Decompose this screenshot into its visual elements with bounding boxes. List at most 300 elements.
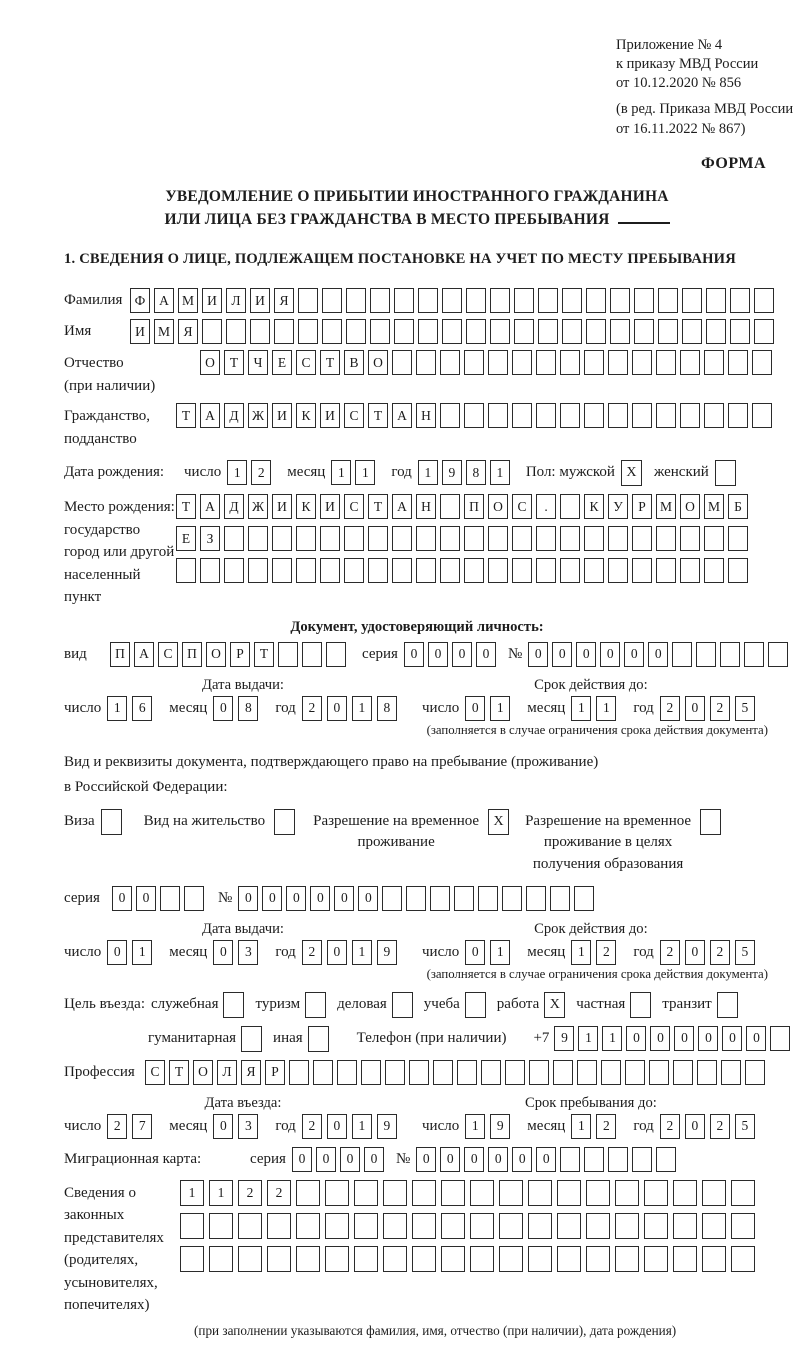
char-cell[interactable] bbox=[656, 1147, 676, 1172]
char-cell[interactable] bbox=[744, 642, 764, 667]
char-cell[interactable]: Т bbox=[368, 403, 388, 428]
char-cell[interactable] bbox=[354, 1246, 378, 1272]
char-cell[interactable] bbox=[470, 1246, 494, 1272]
char-cell[interactable] bbox=[680, 403, 700, 428]
char-cell[interactable]: 0 bbox=[327, 1114, 347, 1139]
char-cell[interactable] bbox=[512, 526, 532, 551]
char-cell[interactable]: 0 bbox=[327, 696, 347, 721]
char-cell[interactable] bbox=[176, 558, 196, 583]
char-cell[interactable]: 0 bbox=[428, 642, 448, 667]
char-cell[interactable] bbox=[656, 403, 676, 428]
char-cell[interactable] bbox=[632, 350, 652, 375]
char-cell[interactable]: Р bbox=[265, 1060, 285, 1085]
char-cell[interactable] bbox=[682, 288, 702, 313]
char-cell[interactable]: П bbox=[464, 494, 484, 519]
char-cell[interactable] bbox=[536, 558, 556, 583]
char-cell[interactable]: М bbox=[656, 494, 676, 519]
char-cell[interactable] bbox=[464, 403, 484, 428]
char-cell[interactable] bbox=[490, 288, 510, 313]
char-cell[interactable]: О bbox=[206, 642, 226, 667]
char-cell[interactable] bbox=[470, 1180, 494, 1206]
char-cell[interactable]: Р bbox=[230, 642, 250, 667]
char-cell[interactable] bbox=[296, 1246, 320, 1272]
char-cell[interactable] bbox=[272, 558, 292, 583]
char-cell[interactable]: 0 bbox=[262, 886, 282, 911]
char-cell[interactable] bbox=[644, 1246, 668, 1272]
char-cell[interactable] bbox=[608, 403, 628, 428]
char-cell[interactable]: Ф bbox=[130, 288, 150, 313]
char-cell[interactable] bbox=[502, 886, 522, 911]
char-cell[interactable] bbox=[574, 886, 594, 911]
char-cell[interactable] bbox=[536, 350, 556, 375]
char-cell[interactable] bbox=[610, 288, 630, 313]
char-cell[interactable]: 1 bbox=[465, 1114, 485, 1139]
char-cell[interactable] bbox=[238, 1213, 262, 1239]
char-cell[interactable] bbox=[560, 1147, 580, 1172]
char-cell[interactable]: И bbox=[320, 403, 340, 428]
char-cell[interactable]: 2 bbox=[660, 696, 680, 721]
char-cell[interactable]: Т bbox=[224, 350, 244, 375]
char-cell[interactable] bbox=[608, 1147, 628, 1172]
char-cell[interactable]: Я bbox=[178, 319, 198, 344]
char-cell[interactable] bbox=[392, 526, 412, 551]
char-cell[interactable] bbox=[344, 526, 364, 551]
char-cell[interactable] bbox=[488, 558, 508, 583]
char-cell[interactable]: 0 bbox=[576, 642, 596, 667]
char-cell[interactable] bbox=[634, 288, 654, 313]
char-cell[interactable]: 0 bbox=[310, 886, 330, 911]
char-cell[interactable] bbox=[728, 403, 748, 428]
char-cell[interactable] bbox=[672, 642, 692, 667]
char-cell[interactable] bbox=[696, 642, 716, 667]
char-cell[interactable] bbox=[209, 1213, 233, 1239]
char-cell[interactable] bbox=[409, 1060, 429, 1085]
char-cell[interactable]: 1 bbox=[209, 1180, 233, 1206]
char-cell[interactable]: 0 bbox=[112, 886, 132, 911]
char-cell[interactable] bbox=[325, 1213, 349, 1239]
purpose-work-checkbox[interactable]: X bbox=[544, 992, 565, 1018]
char-cell[interactable]: И bbox=[250, 288, 270, 313]
char-cell[interactable]: . bbox=[536, 494, 556, 519]
char-cell[interactable]: 0 bbox=[213, 696, 233, 721]
char-cell[interactable]: 0 bbox=[650, 1026, 670, 1051]
char-cell[interactable] bbox=[536, 403, 556, 428]
char-cell[interactable]: 2 bbox=[107, 1114, 127, 1139]
char-cell[interactable] bbox=[370, 319, 390, 344]
char-cell[interactable]: 9 bbox=[442, 460, 462, 485]
char-cell[interactable]: С bbox=[344, 403, 364, 428]
char-cell[interactable]: 0 bbox=[334, 886, 354, 911]
char-cell[interactable] bbox=[608, 350, 628, 375]
char-cell[interactable] bbox=[322, 319, 342, 344]
char-cell[interactable]: Л bbox=[226, 288, 246, 313]
char-cell[interactable] bbox=[370, 288, 390, 313]
char-cell[interactable]: Н bbox=[416, 494, 436, 519]
char-cell[interactable] bbox=[267, 1213, 291, 1239]
char-cell[interactable]: Н bbox=[416, 403, 436, 428]
char-cell[interactable] bbox=[586, 1180, 610, 1206]
char-cell[interactable]: С bbox=[512, 494, 532, 519]
char-cell[interactable] bbox=[721, 1060, 741, 1085]
char-cell[interactable]: 0 bbox=[213, 1114, 233, 1139]
char-cell[interactable] bbox=[416, 526, 436, 551]
char-cell[interactable] bbox=[296, 526, 316, 551]
purpose-study-checkbox[interactable] bbox=[465, 992, 486, 1018]
char-cell[interactable] bbox=[325, 1246, 349, 1272]
char-cell[interactable]: 2 bbox=[238, 1180, 262, 1206]
char-cell[interactable] bbox=[248, 558, 268, 583]
char-cell[interactable] bbox=[248, 526, 268, 551]
char-cell[interactable]: Т bbox=[254, 642, 274, 667]
char-cell[interactable] bbox=[278, 642, 298, 667]
char-cell[interactable]: 6 bbox=[132, 696, 152, 721]
char-cell[interactable]: С bbox=[158, 642, 178, 667]
char-cell[interactable]: 0 bbox=[404, 642, 424, 667]
char-cell[interactable] bbox=[680, 350, 700, 375]
char-cell[interactable] bbox=[754, 319, 774, 344]
char-cell[interactable] bbox=[440, 403, 460, 428]
char-cell[interactable]: К bbox=[296, 403, 316, 428]
purpose-humanitarian-checkbox[interactable] bbox=[241, 1026, 262, 1052]
char-cell[interactable] bbox=[383, 1213, 407, 1239]
char-cell[interactable]: 3 bbox=[238, 940, 258, 965]
char-cell[interactable]: Ж bbox=[248, 494, 268, 519]
char-cell[interactable] bbox=[584, 350, 604, 375]
char-cell[interactable]: 0 bbox=[327, 940, 347, 965]
char-cell[interactable]: Т bbox=[176, 403, 196, 428]
char-cell[interactable] bbox=[416, 350, 436, 375]
char-cell[interactable] bbox=[536, 526, 556, 551]
char-cell[interactable] bbox=[528, 1213, 552, 1239]
char-cell[interactable] bbox=[289, 1060, 309, 1085]
purpose-official-checkbox[interactable] bbox=[223, 992, 244, 1018]
temp-residence-education-checkbox[interactable] bbox=[700, 809, 721, 835]
char-cell[interactable] bbox=[337, 1060, 357, 1085]
char-cell[interactable]: 0 bbox=[107, 940, 127, 965]
char-cell[interactable]: Л bbox=[217, 1060, 237, 1085]
char-cell[interactable] bbox=[505, 1060, 525, 1085]
char-cell[interactable]: 0 bbox=[364, 1147, 384, 1172]
char-cell[interactable] bbox=[728, 558, 748, 583]
char-cell[interactable]: 1 bbox=[490, 696, 510, 721]
char-cell[interactable] bbox=[385, 1060, 405, 1085]
char-cell[interactable]: Я bbox=[274, 288, 294, 313]
char-cell[interactable] bbox=[466, 319, 486, 344]
char-cell[interactable]: П bbox=[182, 642, 202, 667]
char-cell[interactable] bbox=[584, 526, 604, 551]
char-cell[interactable] bbox=[730, 319, 750, 344]
char-cell[interactable]: К bbox=[296, 494, 316, 519]
char-cell[interactable]: И bbox=[320, 494, 340, 519]
char-cell[interactable] bbox=[632, 526, 652, 551]
char-cell[interactable] bbox=[560, 350, 580, 375]
char-cell[interactable]: 2 bbox=[710, 1114, 730, 1139]
char-cell[interactable] bbox=[608, 526, 628, 551]
char-cell[interactable] bbox=[702, 1213, 726, 1239]
char-cell[interactable]: 1 bbox=[355, 460, 375, 485]
char-cell[interactable] bbox=[728, 526, 748, 551]
char-cell[interactable] bbox=[440, 526, 460, 551]
purpose-business-checkbox[interactable] bbox=[392, 992, 413, 1018]
char-cell[interactable] bbox=[644, 1180, 668, 1206]
char-cell[interactable] bbox=[382, 886, 402, 911]
purpose-tourism-checkbox[interactable] bbox=[305, 992, 326, 1018]
char-cell[interactable]: 0 bbox=[213, 940, 233, 965]
char-cell[interactable] bbox=[442, 288, 462, 313]
char-cell[interactable]: 9 bbox=[377, 1114, 397, 1139]
char-cell[interactable] bbox=[440, 350, 460, 375]
char-cell[interactable]: 1 bbox=[132, 940, 152, 965]
char-cell[interactable]: 9 bbox=[490, 1114, 510, 1139]
char-cell[interactable]: В bbox=[344, 350, 364, 375]
char-cell[interactable] bbox=[745, 1060, 765, 1085]
char-cell[interactable]: 1 bbox=[490, 460, 510, 485]
char-cell[interactable] bbox=[466, 288, 486, 313]
char-cell[interactable]: 0 bbox=[552, 642, 572, 667]
char-cell[interactable]: 0 bbox=[626, 1026, 646, 1051]
char-cell[interactable]: 1 bbox=[227, 460, 247, 485]
char-cell[interactable] bbox=[488, 403, 508, 428]
char-cell[interactable] bbox=[430, 886, 450, 911]
char-cell[interactable] bbox=[180, 1213, 204, 1239]
char-cell[interactable] bbox=[441, 1246, 465, 1272]
char-cell[interactable] bbox=[184, 886, 204, 911]
char-cell[interactable] bbox=[441, 1213, 465, 1239]
char-cell[interactable] bbox=[464, 558, 484, 583]
char-cell[interactable] bbox=[656, 558, 676, 583]
char-cell[interactable] bbox=[383, 1246, 407, 1272]
char-cell[interactable] bbox=[586, 1246, 610, 1272]
char-cell[interactable]: 0 bbox=[674, 1026, 694, 1051]
char-cell[interactable] bbox=[394, 288, 414, 313]
char-cell[interactable] bbox=[706, 288, 726, 313]
char-cell[interactable] bbox=[224, 526, 244, 551]
char-cell[interactable] bbox=[320, 558, 340, 583]
char-cell[interactable] bbox=[416, 558, 436, 583]
char-cell[interactable] bbox=[412, 1246, 436, 1272]
char-cell[interactable]: Ч bbox=[248, 350, 268, 375]
char-cell[interactable] bbox=[704, 350, 724, 375]
char-cell[interactable]: Т bbox=[368, 494, 388, 519]
char-cell[interactable] bbox=[418, 319, 438, 344]
char-cell[interactable] bbox=[730, 288, 750, 313]
char-cell[interactable] bbox=[392, 558, 412, 583]
char-cell[interactable] bbox=[610, 319, 630, 344]
char-cell[interactable]: Т bbox=[176, 494, 196, 519]
char-cell[interactable] bbox=[752, 403, 772, 428]
char-cell[interactable] bbox=[704, 403, 724, 428]
char-cell[interactable] bbox=[481, 1060, 501, 1085]
char-cell[interactable]: Ж bbox=[248, 403, 268, 428]
char-cell[interactable] bbox=[296, 1213, 320, 1239]
char-cell[interactable]: 1 bbox=[571, 940, 591, 965]
char-cell[interactable]: О bbox=[368, 350, 388, 375]
char-cell[interactable] bbox=[625, 1060, 645, 1085]
char-cell[interactable] bbox=[656, 526, 676, 551]
char-cell[interactable]: 1 bbox=[331, 460, 351, 485]
char-cell[interactable]: 0 bbox=[440, 1147, 460, 1172]
char-cell[interactable] bbox=[673, 1180, 697, 1206]
char-cell[interactable] bbox=[615, 1213, 639, 1239]
char-cell[interactable]: М bbox=[154, 319, 174, 344]
char-cell[interactable]: 0 bbox=[600, 642, 620, 667]
residence-permit-checkbox[interactable] bbox=[274, 809, 295, 835]
char-cell[interactable]: И bbox=[130, 319, 150, 344]
char-cell[interactable]: А bbox=[200, 403, 220, 428]
char-cell[interactable] bbox=[440, 494, 460, 519]
char-cell[interactable] bbox=[361, 1060, 381, 1085]
char-cell[interactable] bbox=[512, 558, 532, 583]
char-cell[interactable]: 0 bbox=[416, 1147, 436, 1172]
char-cell[interactable] bbox=[673, 1213, 697, 1239]
char-cell[interactable] bbox=[354, 1213, 378, 1239]
char-cell[interactable] bbox=[704, 558, 724, 583]
char-cell[interactable] bbox=[406, 886, 426, 911]
char-cell[interactable]: Д bbox=[224, 494, 244, 519]
char-cell[interactable]: 0 bbox=[722, 1026, 742, 1051]
char-cell[interactable] bbox=[608, 558, 628, 583]
char-cell[interactable] bbox=[346, 288, 366, 313]
char-cell[interactable]: 1 bbox=[418, 460, 438, 485]
char-cell[interactable] bbox=[224, 558, 244, 583]
char-cell[interactable] bbox=[499, 1246, 523, 1272]
char-cell[interactable]: 1 bbox=[571, 696, 591, 721]
char-cell[interactable] bbox=[752, 350, 772, 375]
male-checkbox[interactable]: X bbox=[621, 460, 642, 486]
char-cell[interactable]: 5 bbox=[735, 1114, 755, 1139]
char-cell[interactable] bbox=[704, 526, 724, 551]
char-cell[interactable] bbox=[470, 1213, 494, 1239]
char-cell[interactable] bbox=[512, 403, 532, 428]
char-cell[interactable] bbox=[577, 1060, 597, 1085]
char-cell[interactable]: 0 bbox=[698, 1026, 718, 1051]
purpose-private-checkbox[interactable] bbox=[630, 992, 651, 1018]
char-cell[interactable]: М bbox=[704, 494, 724, 519]
char-cell[interactable] bbox=[586, 288, 606, 313]
char-cell[interactable]: 2 bbox=[302, 940, 322, 965]
char-cell[interactable]: 2 bbox=[596, 940, 616, 965]
char-cell[interactable] bbox=[560, 494, 580, 519]
char-cell[interactable]: 2 bbox=[710, 696, 730, 721]
char-cell[interactable] bbox=[464, 350, 484, 375]
char-cell[interactable] bbox=[454, 886, 474, 911]
char-cell[interactable] bbox=[557, 1246, 581, 1272]
char-cell[interactable]: 2 bbox=[267, 1180, 291, 1206]
visa-checkbox[interactable] bbox=[101, 809, 122, 835]
char-cell[interactable] bbox=[673, 1060, 693, 1085]
char-cell[interactable] bbox=[702, 1180, 726, 1206]
char-cell[interactable]: Т bbox=[320, 350, 340, 375]
char-cell[interactable]: 0 bbox=[316, 1147, 336, 1172]
char-cell[interactable]: У bbox=[608, 494, 628, 519]
char-cell[interactable]: 5 bbox=[735, 696, 755, 721]
char-cell[interactable]: 2 bbox=[596, 1114, 616, 1139]
char-cell[interactable]: 0 bbox=[476, 642, 496, 667]
char-cell[interactable]: 0 bbox=[292, 1147, 312, 1172]
char-cell[interactable]: Р bbox=[632, 494, 652, 519]
char-cell[interactable]: С bbox=[145, 1060, 165, 1085]
char-cell[interactable] bbox=[702, 1246, 726, 1272]
char-cell[interactable] bbox=[499, 1180, 523, 1206]
char-cell[interactable]: 3 bbox=[238, 1114, 258, 1139]
char-cell[interactable] bbox=[586, 1213, 610, 1239]
char-cell[interactable]: А bbox=[154, 288, 174, 313]
char-cell[interactable] bbox=[202, 319, 222, 344]
char-cell[interactable]: И bbox=[272, 494, 292, 519]
char-cell[interactable]: 0 bbox=[238, 886, 258, 911]
char-cell[interactable]: 0 bbox=[465, 940, 485, 965]
char-cell[interactable]: 1 bbox=[490, 940, 510, 965]
char-cell[interactable]: Б bbox=[728, 494, 748, 519]
char-cell[interactable] bbox=[441, 1180, 465, 1206]
char-cell[interactable] bbox=[514, 319, 534, 344]
char-cell[interactable] bbox=[418, 288, 438, 313]
char-cell[interactable] bbox=[433, 1060, 453, 1085]
char-cell[interactable]: 2 bbox=[302, 696, 322, 721]
char-cell[interactable] bbox=[768, 642, 788, 667]
char-cell[interactable]: О bbox=[680, 494, 700, 519]
char-cell[interactable] bbox=[274, 319, 294, 344]
char-cell[interactable]: 5 bbox=[735, 940, 755, 965]
char-cell[interactable] bbox=[632, 558, 652, 583]
char-cell[interactable]: 1 bbox=[602, 1026, 622, 1051]
char-cell[interactable] bbox=[557, 1180, 581, 1206]
char-cell[interactable] bbox=[538, 319, 558, 344]
char-cell[interactable]: 0 bbox=[685, 696, 705, 721]
purpose-other-checkbox[interactable] bbox=[308, 1026, 329, 1052]
char-cell[interactable] bbox=[488, 350, 508, 375]
char-cell[interactable]: 2 bbox=[710, 940, 730, 965]
char-cell[interactable] bbox=[584, 403, 604, 428]
char-cell[interactable] bbox=[658, 319, 678, 344]
char-cell[interactable] bbox=[250, 319, 270, 344]
char-cell[interactable]: 0 bbox=[512, 1147, 532, 1172]
char-cell[interactable] bbox=[368, 526, 388, 551]
char-cell[interactable] bbox=[354, 1180, 378, 1206]
char-cell[interactable]: 2 bbox=[660, 940, 680, 965]
char-cell[interactable]: М bbox=[178, 288, 198, 313]
char-cell[interactable] bbox=[412, 1213, 436, 1239]
char-cell[interactable]: 0 bbox=[685, 1114, 705, 1139]
char-cell[interactable]: А bbox=[392, 403, 412, 428]
char-cell[interactable] bbox=[526, 886, 546, 911]
char-cell[interactable] bbox=[394, 319, 414, 344]
char-cell[interactable] bbox=[320, 526, 340, 551]
char-cell[interactable]: 1 bbox=[578, 1026, 598, 1051]
char-cell[interactable] bbox=[601, 1060, 621, 1085]
char-cell[interactable] bbox=[697, 1060, 717, 1085]
char-cell[interactable] bbox=[226, 319, 246, 344]
char-cell[interactable] bbox=[754, 288, 774, 313]
char-cell[interactable]: З bbox=[200, 526, 220, 551]
char-cell[interactable] bbox=[584, 558, 604, 583]
char-cell[interactable]: 0 bbox=[648, 642, 668, 667]
char-cell[interactable] bbox=[346, 319, 366, 344]
char-cell[interactable]: 0 bbox=[685, 940, 705, 965]
char-cell[interactable]: 8 bbox=[466, 460, 486, 485]
char-cell[interactable] bbox=[160, 886, 180, 911]
char-cell[interactable] bbox=[272, 526, 292, 551]
char-cell[interactable]: С bbox=[296, 350, 316, 375]
char-cell[interactable] bbox=[557, 1213, 581, 1239]
char-cell[interactable] bbox=[440, 558, 460, 583]
char-cell[interactable] bbox=[392, 350, 412, 375]
char-cell[interactable] bbox=[680, 558, 700, 583]
char-cell[interactable] bbox=[632, 403, 652, 428]
char-cell[interactable] bbox=[562, 288, 582, 313]
char-cell[interactable]: 0 bbox=[746, 1026, 766, 1051]
char-cell[interactable]: Д bbox=[224, 403, 244, 428]
